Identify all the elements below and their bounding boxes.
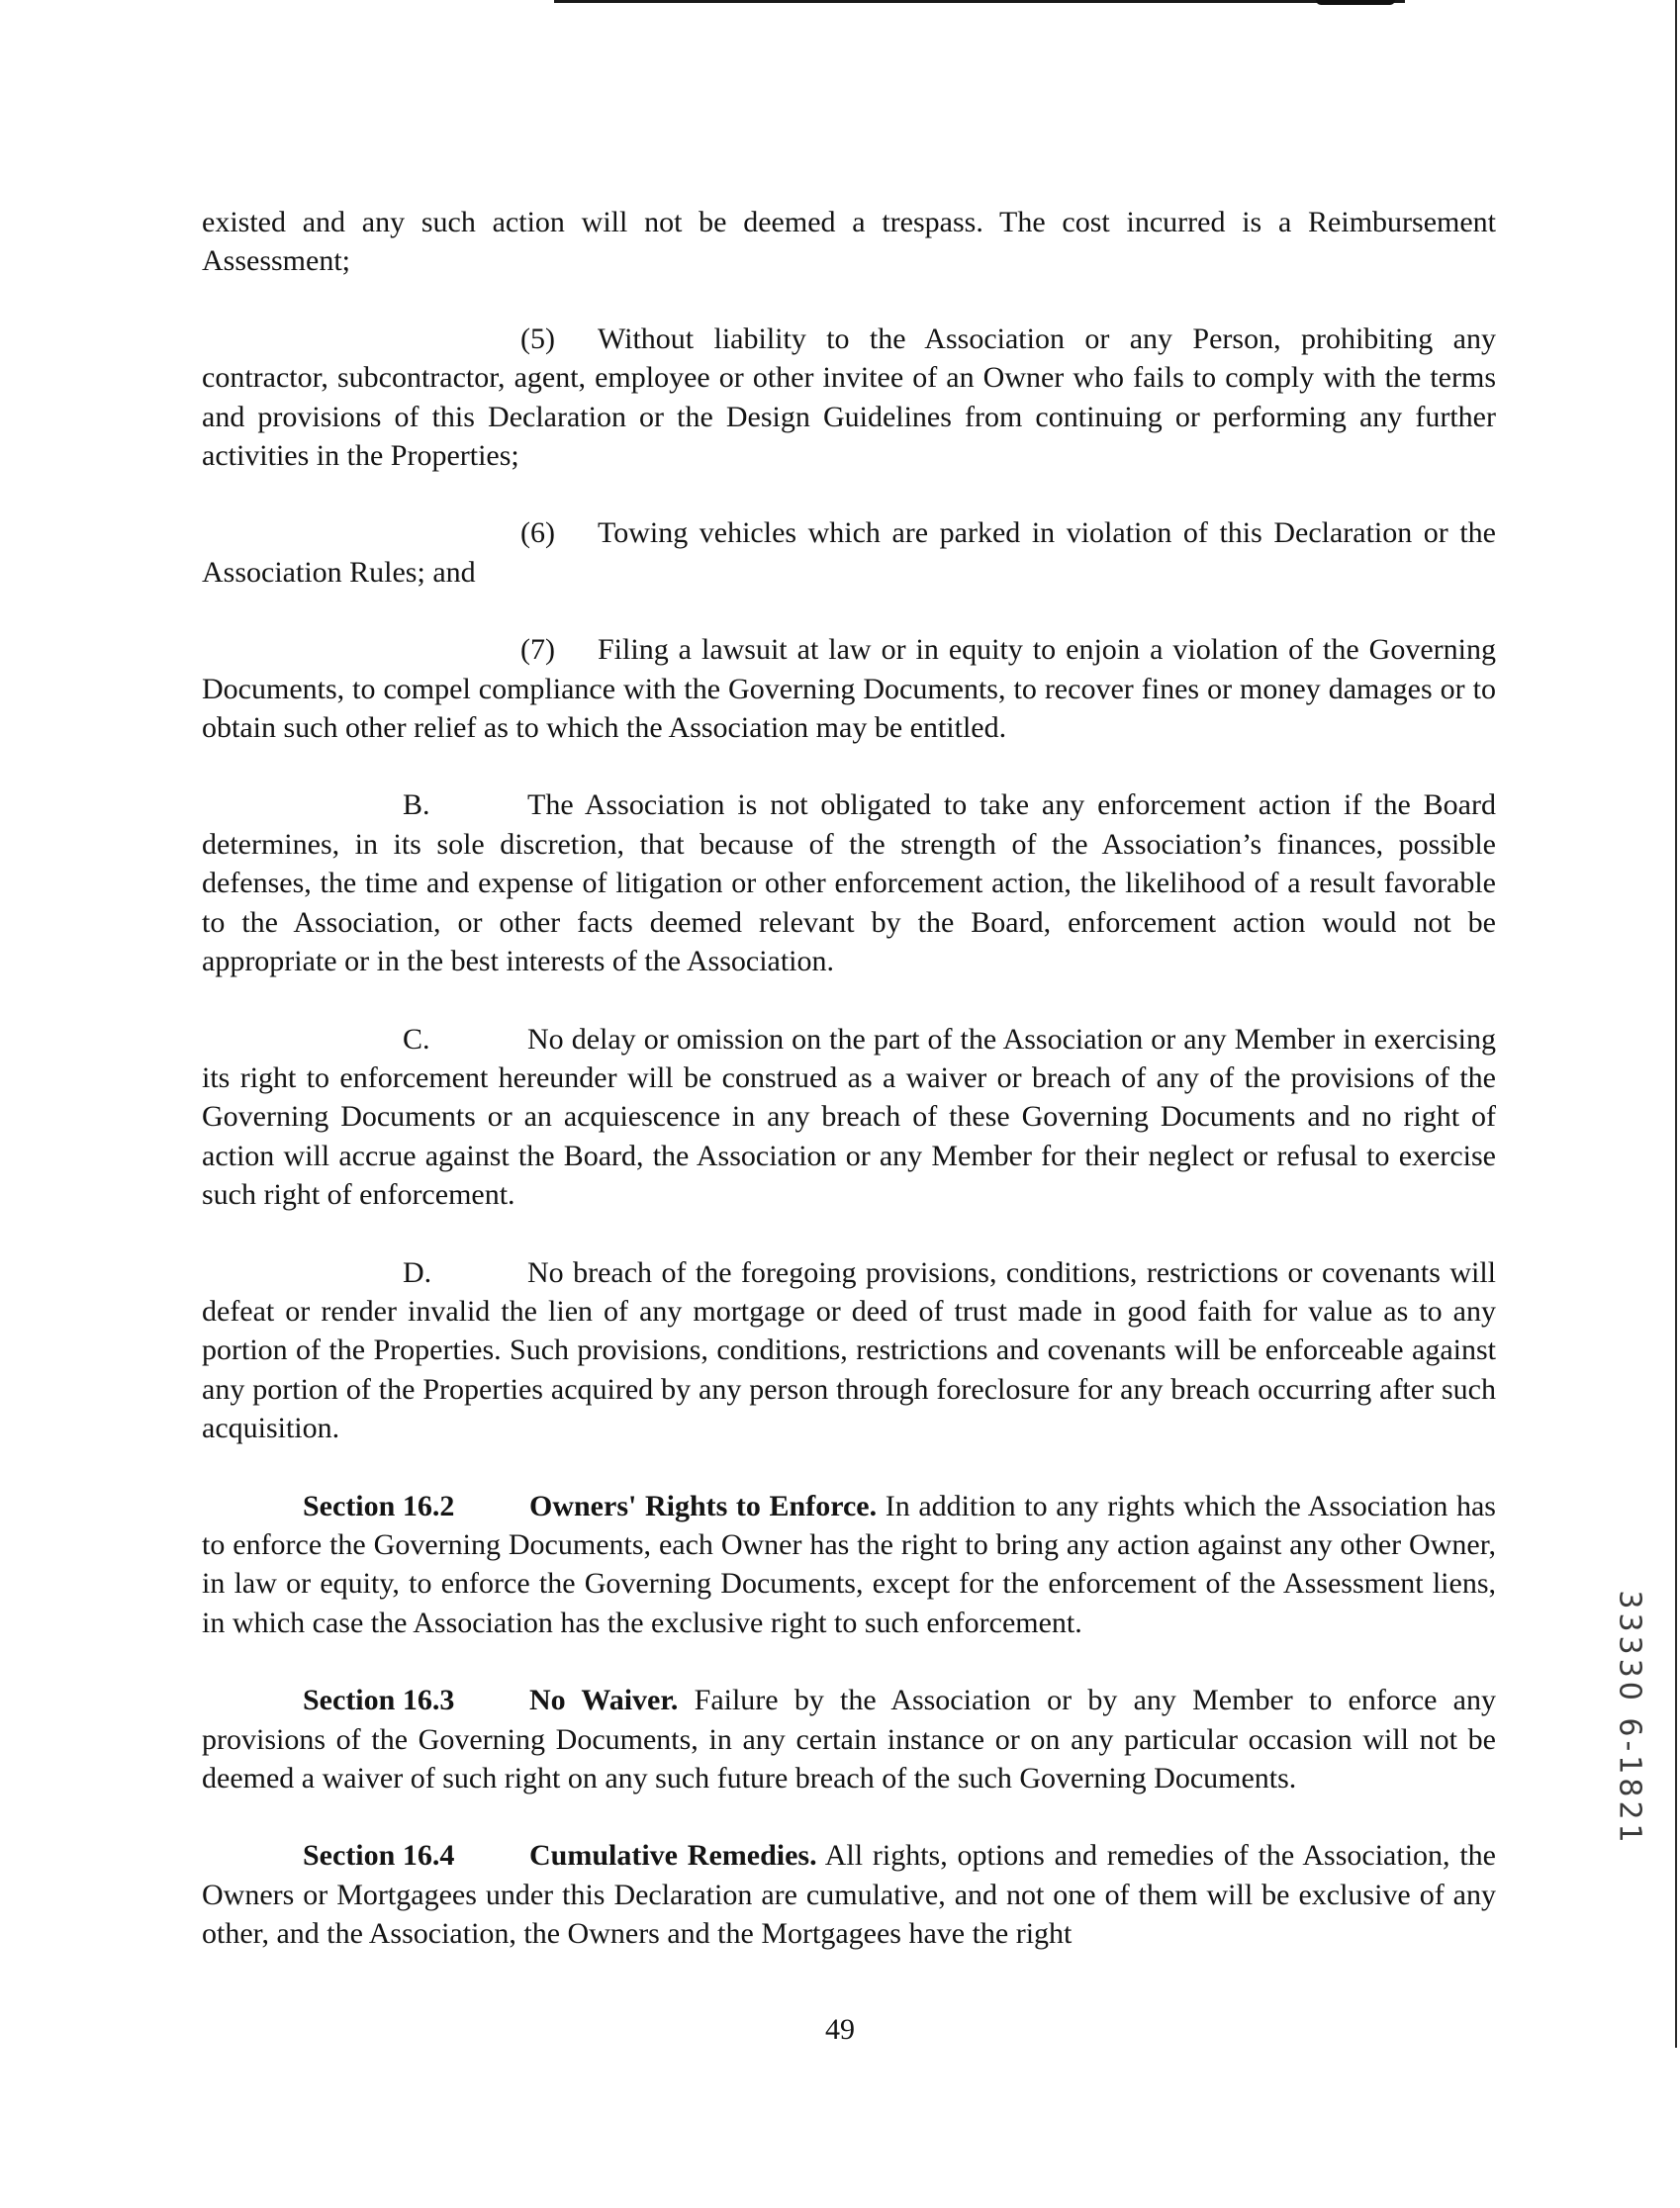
item-7-paragraph [202,630,1496,747]
page-number: 49 [825,2013,855,2046]
item-5-paragraph [202,320,1496,476]
section-16-4-text: All rights, options and remedies of the Association, the Owners or Mortgagees under this Declaration are cumulative, and not one of them will be exclusive of any other, and the Association, the Owners and the Mortgagees have the right [202,1839,1496,1951]
section-16-3-text: Failure by the Association or by any Member to enforce any provisions of the Governing Documents, in any certain instance or on any particular occasion will not be deemed a waiver of such right on any such future breach of the such Governing Documents. [202,1684,1497,1794]
section-16-2-title: Owners' Rights to Enforce. [529,1489,878,1522]
section-16-2 [202,1487,1496,1643]
section-16-4 [202,1836,1496,1953]
section-16-2-number: Section 16.2 [303,1489,455,1522]
item-6-number: (6) [520,516,555,550]
section-16-3-number: Section 16.3 [303,1684,455,1717]
paragraph-d [202,1253,1496,1448]
section-16-3 [202,1681,1496,1797]
paragraph-d-text: No breach of the foregoing provisions, conditions, restrictions or covenants will defeat or render invalid the lien of any mortgage or deed of trust made in good faith for value as to any portion of the Properties. Such provisions, conditions, restrictions and covenants will be enforceable against any portion of the Properties acquired by any person through foreclosure for any breach occurring after such acquisition. [202,1255,1496,1445]
section-16-3-title: No Waiver. [529,1684,679,1717]
item-5-text: Without liability to the Association or any Person, prohibiting any contractor, subcontractor, agent, employee or other invitee of an Owner who fails to comply with the terms and provisions of this Declaration or the Design Guidelines from continuing or performing any further activities in the Properties; [202,322,1496,473]
continuation-paragraph [202,203,1496,281]
margin-stamp-text: 33330 6-1821 [1612,1590,1647,1847]
paragraph-d-letter: D. [403,1255,432,1289]
item-7-number: (7) [520,633,555,667]
paragraph-b [202,785,1496,980]
document-page [202,203,1496,1954]
paragraph-c-letter: C. [403,1022,430,1056]
item-6-paragraph [202,513,1496,592]
section-16-2-text: In addition to any rights which the Association has to enforce the Governing Documents, each Owner has the right to bring any action against any other Owner, in law or equity, to enforce the Governing Documents, except for the enforcement of the Assessment liens, in which case the Association has the exclusive right to such enforcement. [202,1489,1496,1639]
top-scan-mark [1316,0,1395,5]
item-6-text: Towing vehicles which are parked in violation of this Declaration or the Association Rules; and [202,516,1496,589]
continuation-text: existed and any such action will not be deemed a trespass. The cost incurred is a Reimbursement Assessment; [202,206,1496,278]
right-scan-edge [1675,0,1677,2048]
paragraph-c [202,1020,1496,1215]
item-7-text: Filing a lawsuit at law or in equity to enjoin a violation of the Governing Documents, to compel compliance with the Governing Documents, to recover fines or money damages or to obtain such other relief as to which the Association may be entitled. [202,633,1496,745]
section-16-4-title: Cumulative Remedies. [529,1839,817,1873]
paragraph-c-text: No delay or omission on the part of the Association or any Member in exercising its right to enforcement hereunder will be construed as a waiver or breach of any of the provisions of the Governing Documents or an acquiescence in any breach of these Governing Documents and no right of action will accrue against the Board, the Association or any Member for their neglect or refusal to exercise such right of enforcement. [202,1022,1496,1212]
item-5-number: (5) [520,322,555,355]
paragraph-b-text: The Association is not obligated to take any enforcement action if the Board determines, in its sole discretion, that because of the strength of the Association’s finances, possible defenses, the time and expense of litigation or other enforcement action, the likelihood of a result favorable to the Association, or other facts deemed relevant by the Board, enforcement action would not be appropriate or in the best interests of the Association. [202,788,1496,978]
top-scan-rule [554,0,1405,3]
margin-stamp [1610,1590,1649,1847]
paragraph-b-letter: B. [403,788,430,822]
section-16-4-number: Section 16.4 [303,1839,455,1873]
